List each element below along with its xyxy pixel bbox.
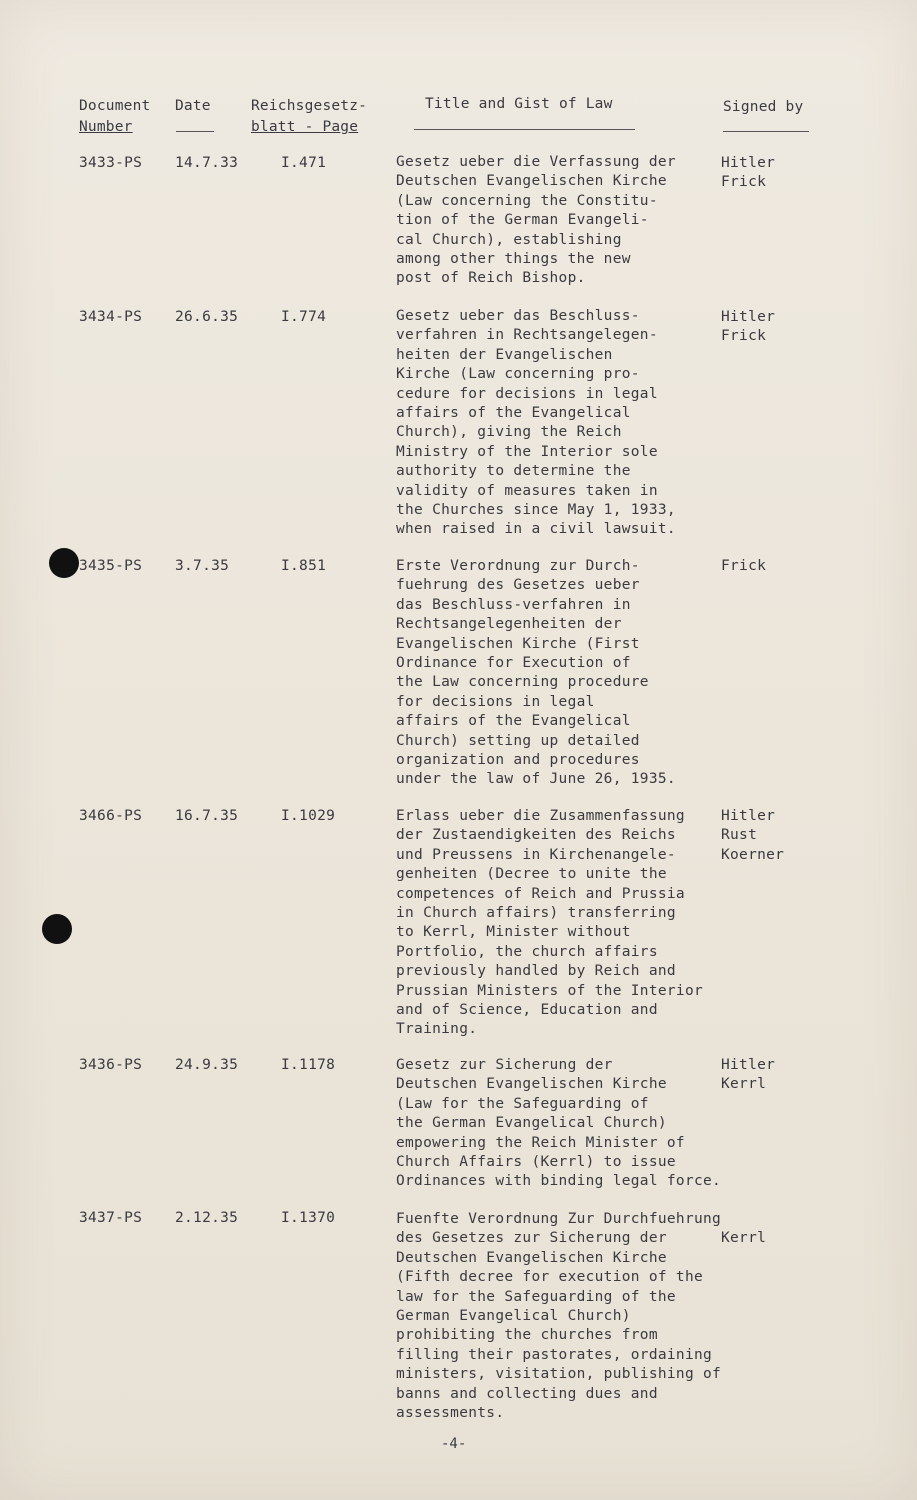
header-date-rule	[176, 131, 214, 132]
header-signed	[723, 97, 803, 118]
page-number: -4-	[441, 1436, 467, 1452]
document-number: 3434-PS	[79, 309, 143, 325]
signatories: Kerrl	[721, 1230, 767, 1247]
law-gist: Erlass ueber die Zusammenfassung der Zustaendigkeiten des Reichs und Preussens in Kirchenangele- genheiten (Decree to unite the competences of Reich and Prussia in Church affairs) transferring to Kerrl, Minister without Portfolio, the church affairs previously handled by Reich and Prussian Ministers of the Interior and of Science, Education and Training.	[396, 808, 704, 1038]
law-date: 3.7.35	[175, 558, 230, 574]
header-title-label: Title and Gist of Law	[425, 96, 613, 112]
header-date	[175, 96, 211, 117]
header-signed-rule	[723, 131, 809, 132]
document-number: 3433-PS	[79, 155, 143, 171]
signatories: Hitler Kerrl	[721, 1057, 776, 1093]
rgb-page: I.471	[281, 155, 327, 171]
law-date: 24.9.35	[175, 1057, 239, 1073]
document-number: 3437-PS	[79, 1210, 143, 1226]
law-gist: Gesetz ueber die Verfassung der Deutschen Evangelischen Kirche (Law concerning the Constitu- tion of the German Evangeli- cal Church), establishing among other things the new post of Reich Bishop.	[396, 154, 676, 287]
law-gist: Gesetz zur Sicherung der Deutschen Evangelischen Kirche (Law for the Safeguarding of the German Evangelical Church) empowering the Reich Minister of Church Affairs (Kerrl) to issue Ordinances with binding legal force.	[396, 1057, 722, 1190]
rgb-page: I.851	[281, 558, 327, 574]
header-signed-label: Signed by	[723, 99, 804, 115]
law-date: 26.6.35	[175, 309, 239, 325]
law-date: 14.7.33	[175, 155, 239, 171]
rgb-page: I.1370	[281, 1210, 336, 1226]
signatories: Hitler Frick	[721, 309, 776, 345]
punch-hole-bottom	[42, 914, 72, 944]
law-gist: Gesetz ueber das Beschluss- verfahren in Rechtsangelegen- heiten der Evangelischen Kirche (Law concerning pro- cedure for decisions in legal affairs of the Evangelical Church), giving the Reich Ministry of the Interior sole authority to determine the validity of measures taken in the Churches since May 1, 1933, when raised in a civil lawsuit.	[396, 308, 676, 538]
document-number: 3436-PS	[79, 1057, 143, 1073]
document-number: 3435-PS	[79, 558, 143, 574]
signatories: Hitler Frick	[721, 155, 776, 191]
header-date-label: Date	[175, 98, 211, 114]
punch-hole-top	[49, 548, 79, 578]
header-document-label: Document	[79, 98, 151, 114]
header-rgb-line1: Reichsgesetz-	[251, 98, 368, 114]
header-title-rule	[414, 129, 635, 130]
document-number: 3466-PS	[79, 808, 143, 824]
signatories: Hitler Rust Koerner	[721, 808, 785, 863]
header-title	[425, 94, 613, 115]
law-date: 16.7.35	[175, 808, 239, 824]
header-reichsgesetzblatt	[251, 96, 367, 138]
law-gist: Erste Verordnung zur Durch- fuehrung des Gesetzes ueber das Beschluss-verfahren in Rechtsangelegenheiten der Evangelischen Kirche (First Ordinance for Execution of the Law concerning procedure for decisions in legal affairs of the Evangelical Church) setting up detailed organization and procedures under the law of June 26, 1935.	[396, 558, 676, 788]
rgb-page: I.774	[281, 309, 327, 325]
law-gist: Fuenfte Verordnung Zur Durchfuehrung des Gesetzes zur Sicherung der Deutschen Evangelischen Kirche (Fifth decree for execution of the law for the Safeguarding of the German Evangelical Church) prohibiting the churches from filling their pastorates, ordaining ministers, visitation, publishing of banns and collecting dues and assessments.	[396, 1211, 722, 1422]
law-date: 2.12.35	[175, 1210, 239, 1226]
header-document-number	[79, 96, 150, 138]
header-rgb-line2: blatt - Page	[251, 119, 359, 135]
signatories: Frick	[721, 558, 767, 574]
rgb-page: I.1029	[281, 808, 336, 824]
rgb-page: I.1178	[281, 1057, 336, 1073]
header-number-label: Number	[79, 119, 133, 135]
